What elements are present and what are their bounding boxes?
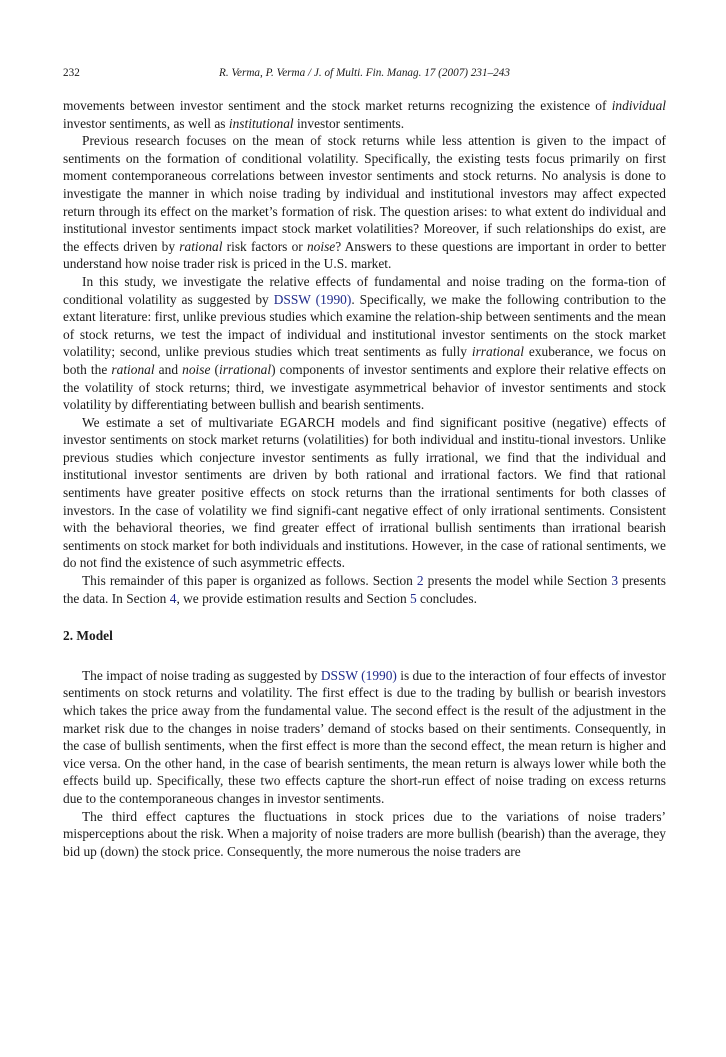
citation-link-dssw-1990[interactable]: DSSW (1990) [273, 291, 352, 307]
paragraph-model-effects: The impact of noise trading as suggested by DSSW (1990) is due to the interaction of four effects of investor sentiments on stock returns and volatility. The first effect is due to the trading by bullish or bearish investors which takes the price away from the fundamental value. The second effect is the result of the adjustment in the market risk due to the changes in noise traders’ demand of stocks based on their sentiments. Consequently, in the case of bullish sentiments, when the first effect is more than the second effect, the mean return is higher and vice versa. On the other hand, in the case of bearish sentiments, the mean return is always lower while both the effects build up. Specifically, these two effects capture the short-run effect of noise trading on excess returns due to the contemporaneous changes in investor sentiments. [63, 667, 666, 806]
journal-citation: R. Verma, P. Verma / J. of Multi. Fin. Manag. 17 (2007) 231–243 [219, 67, 510, 79]
page-number: 232 [63, 67, 80, 79]
paragraph-previous-research: Previous research focuses on the mean of stock returns while less attention is given to the impact of sentiments on the formation of conditional volatility. Specifically, the existing tests focus primarily on first moment contemporaneous correlations between investor sentiments and stock returns. No analysis is done to investigate the manner in which noise trading by individual and institutional investors may affect expected return through its effect on the market’s formation of risk. The question arises: to what extent do individual and institutional investor sentiments impact stock market volatilities? Moreover, if such relationships do exist, are the effects driven by rational risk factors or noise? Answers to these questions are important in order to better understand how noise trader risk is priced in the U.S. market. [63, 133, 666, 272]
paragraph-third-effect: The third effect captures the fluctuations in stock prices due to the variations of noise traders’ misperceptions about the risk. When a majority of noise traders are more bullish (bearish) than the average, they bid up (down) the stock price. Consequently, the more numerous the noise traders are [63, 808, 666, 859]
section-link-3[interactable]: 3 [611, 573, 619, 589]
section-link-5[interactable]: 5 [409, 590, 417, 606]
paragraph-this-study: In this study, we investigate the relative effects of fundamental and noise trading on the forma-tion of conditional volatility as suggested by DSSW (1990). Specifically, we make the following contribution to the extant literature: first, unlike previous studies which examine the relation-ship between sentiments and the mean of stock returns, we test the impact of individual and institutional investor sentiments on the stock market volatility; second, unlike previous studies which treat sentiments as fully irrational exuberance, we focus on both the rational and noise (irrational) components of investor sentiments and explore their relative effects on the volatility of stock returns; third, we investigate asymmetrical behavior of investor sentiments and stock volatility by differentiating between bullish and bearish sentiments. [63, 273, 666, 413]
paragraph-findings: We estimate a set of multivariate EGARCH models and find significant positive (negative) effects of investor sentiments on stock market returns (volatilities) for both individual and institu-tional investors. Unlike previous studies which conjecture investor sentiments as fully irrational, we find that the individual and institutional investor sentiments are driven by both rational and irrational factors. We find that rational sentiments have greater positive effects on stock returns than the irrational sentiments for both classes of investors. In the case of volatility we find signifi-cant negative effect of only irrational sentiments. Consistent with the behavioral theories, we find greater effect of irrational bullish sentiments than irrational bearish sentiments on stock market for both individuals and institutions. However, in the case of rational sentiments, we do not find the existence of such asymmetric effects. [63, 414, 666, 571]
citation-link-dssw-1990[interactable]: DSSW (1990) [320, 667, 397, 683]
section-link-4[interactable]: 4 [169, 590, 177, 606]
article-body [63, 97, 666, 860]
paragraph-organization: This remainder of this paper is organized as follows. Section 2 presents the model while Section 3 presents the data. In Section 4, we provide estimation results and Section 5 concludes. [63, 573, 666, 606]
paragraph-continued: movements between investor sentiment and the stock market returns recognizing the existence of individual investor sentiments, as well as institutional investor sentiments. [63, 98, 666, 131]
section-link-2[interactable]: 2 [416, 573, 424, 589]
section-heading-model: 2. Model [63, 628, 113, 644]
